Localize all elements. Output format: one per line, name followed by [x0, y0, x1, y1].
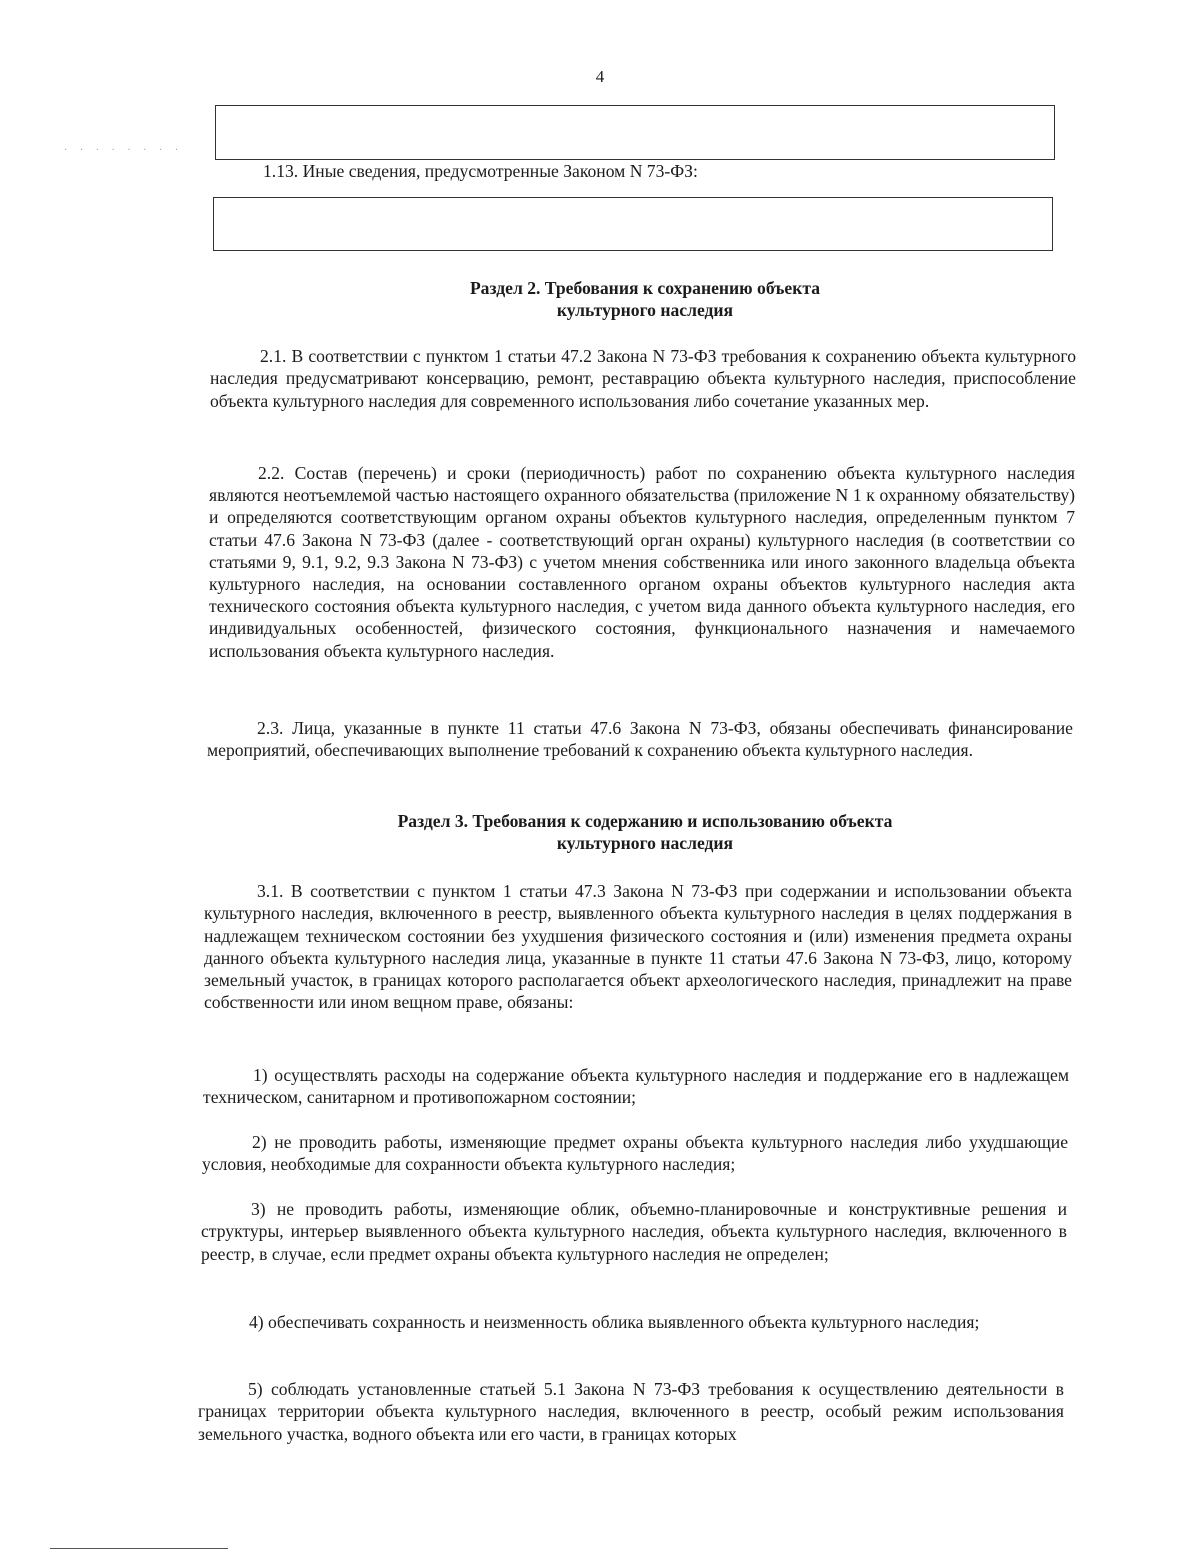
- list-item-5: [198, 1378, 1064, 1445]
- list-item-1: [203, 1064, 1069, 1109]
- list-item-2-text: 2) не проводить работы, изменяющие предмет охраны объекта культурного наследия либо ухудшающие условия, необходимые для сохранности объекта культурного наследия;: [202, 1132, 1068, 1175]
- section-3-title-line-1: Раздел 3. Требования к содержанию и использованию объекта: [397, 811, 893, 831]
- paragraph-2-1-text: 2.1. В соответствии с пунктом 1 статьи 47.2 Закона N 73-ФЗ требования к сохранению объекта культурного наследия предусматривают консервацию, ремонт, реставрацию объекта культурного наследия, приспособление объекта культурного наследия для современного использования либо сочетание указанных мер.: [210, 346, 1076, 411]
- paragraph-2-2-text: 2.2. Состав (перечень) и сроки (периодичность) работ по сохранению объекта культурного наследия являются неотъемлемой частью настоящего охранного обязательства (приложение N 1 к охранному обязательству) и определяются соответствующим органом охраны объектов культурного наследия, определенным пунктом 7 статьи 47.6 Закона N 73-ФЗ (далее - соответствующий орган охраны) культурного наследия (в соответствии со статьями 9, 9.1, 9.2, 9.3 Закона N 73-ФЗ) с учетом мнения собственника или иного законного владельца объекта культурного наследия, на основании составленного органом охраны объектов культурного наследия акта технического состояния объекта культурного наследия, с учетом вида данного объекта культурного наследия, его индивидуальных особенностей, физического состояния, функционального назначения и намечаемого использования объекта культурного наследия.: [209, 463, 1075, 661]
- field-1-12-box: [215, 105, 1055, 160]
- paragraph-2-3-text: 2.3. Лица, указанные в пункте 11 статьи 47.6 Закона N 73-ФЗ, обязаны обеспечивать финансирование мероприятий, обеспечивающих выполнение требований к сохранению объекта культурного наследия.: [207, 718, 1073, 761]
- list-item-1-text: 1) осуществлять расходы на содержание объекта культурного наследия и поддержание его в надлежащем техническом, санитарном и противопожарном состоянии;: [203, 1065, 1069, 1108]
- footnote-rule: [50, 1548, 228, 1549]
- section-3-title-line-2: культурного наследия: [556, 833, 734, 853]
- list-item-4: [199, 1311, 1065, 1333]
- section-2-title-line-2: культурного наследия: [556, 300, 734, 320]
- field-1-13-box: [213, 197, 1053, 251]
- paragraph-3-1: [204, 880, 1072, 1014]
- list-item-3-text: 3) не проводить работы, изменяющие облик, объемно-планировочные и конструктивные решения и структуры, интерьер выявленного объекта культурного наследия, объекта культурного наследия, включенного в реестр, в случае, если предмет охраны объекта культурного наследия не определен;: [201, 1199, 1067, 1264]
- list-item-5-text: 5) соблюдать установленные статьей 5.1 Закона N 73-ФЗ требования к осуществлению деятельности в границах территории объекта культурного наследия, включенного в реестр, особый режим использования земельного участка, водного объекта или его части, в границах которых: [198, 1379, 1064, 1444]
- list-item-3: [201, 1198, 1067, 1265]
- list-item-2: [202, 1131, 1068, 1176]
- section-2-title-line-1: Раздел 2. Требования к сохранению объекта: [469, 278, 821, 298]
- margin-mark: · · · · · · · ·: [64, 145, 184, 156]
- paragraph-2-1: [210, 345, 1076, 412]
- page-number: 4: [595, 67, 605, 86]
- paragraph-2-2: [209, 462, 1075, 662]
- field-1-13-label: 1.13. Иные сведения, предусмотренные Законом N 73-ФЗ:: [263, 161, 698, 181]
- paragraph-2-3: [207, 717, 1073, 762]
- list-item-4-text: 4) обеспечивать сохранность и неизменность облика выявленного объекта культурного наследия;: [249, 1312, 980, 1332]
- paragraph-3-1-text: 3.1. В соответствии с пунктом 1 статьи 47.3 Закона N 73-ФЗ при содержании и использовании объекта культурного наследия, включенного в реестр, выявленного объекта культурного наследия в целях поддержания в надлежащем техническом состоянии без ухудшения физического состояния и (или) изменения предмета охраны данного объекта культурного наследия лица, указанные в пункте 11 статьи 47.6 Закона N 73-ФЗ, лицо, которому земельный участок, в границах которого располагается объект археологического наследия, принадлежит на праве собственности или ином вещном праве, обязаны:: [204, 881, 1072, 1013]
